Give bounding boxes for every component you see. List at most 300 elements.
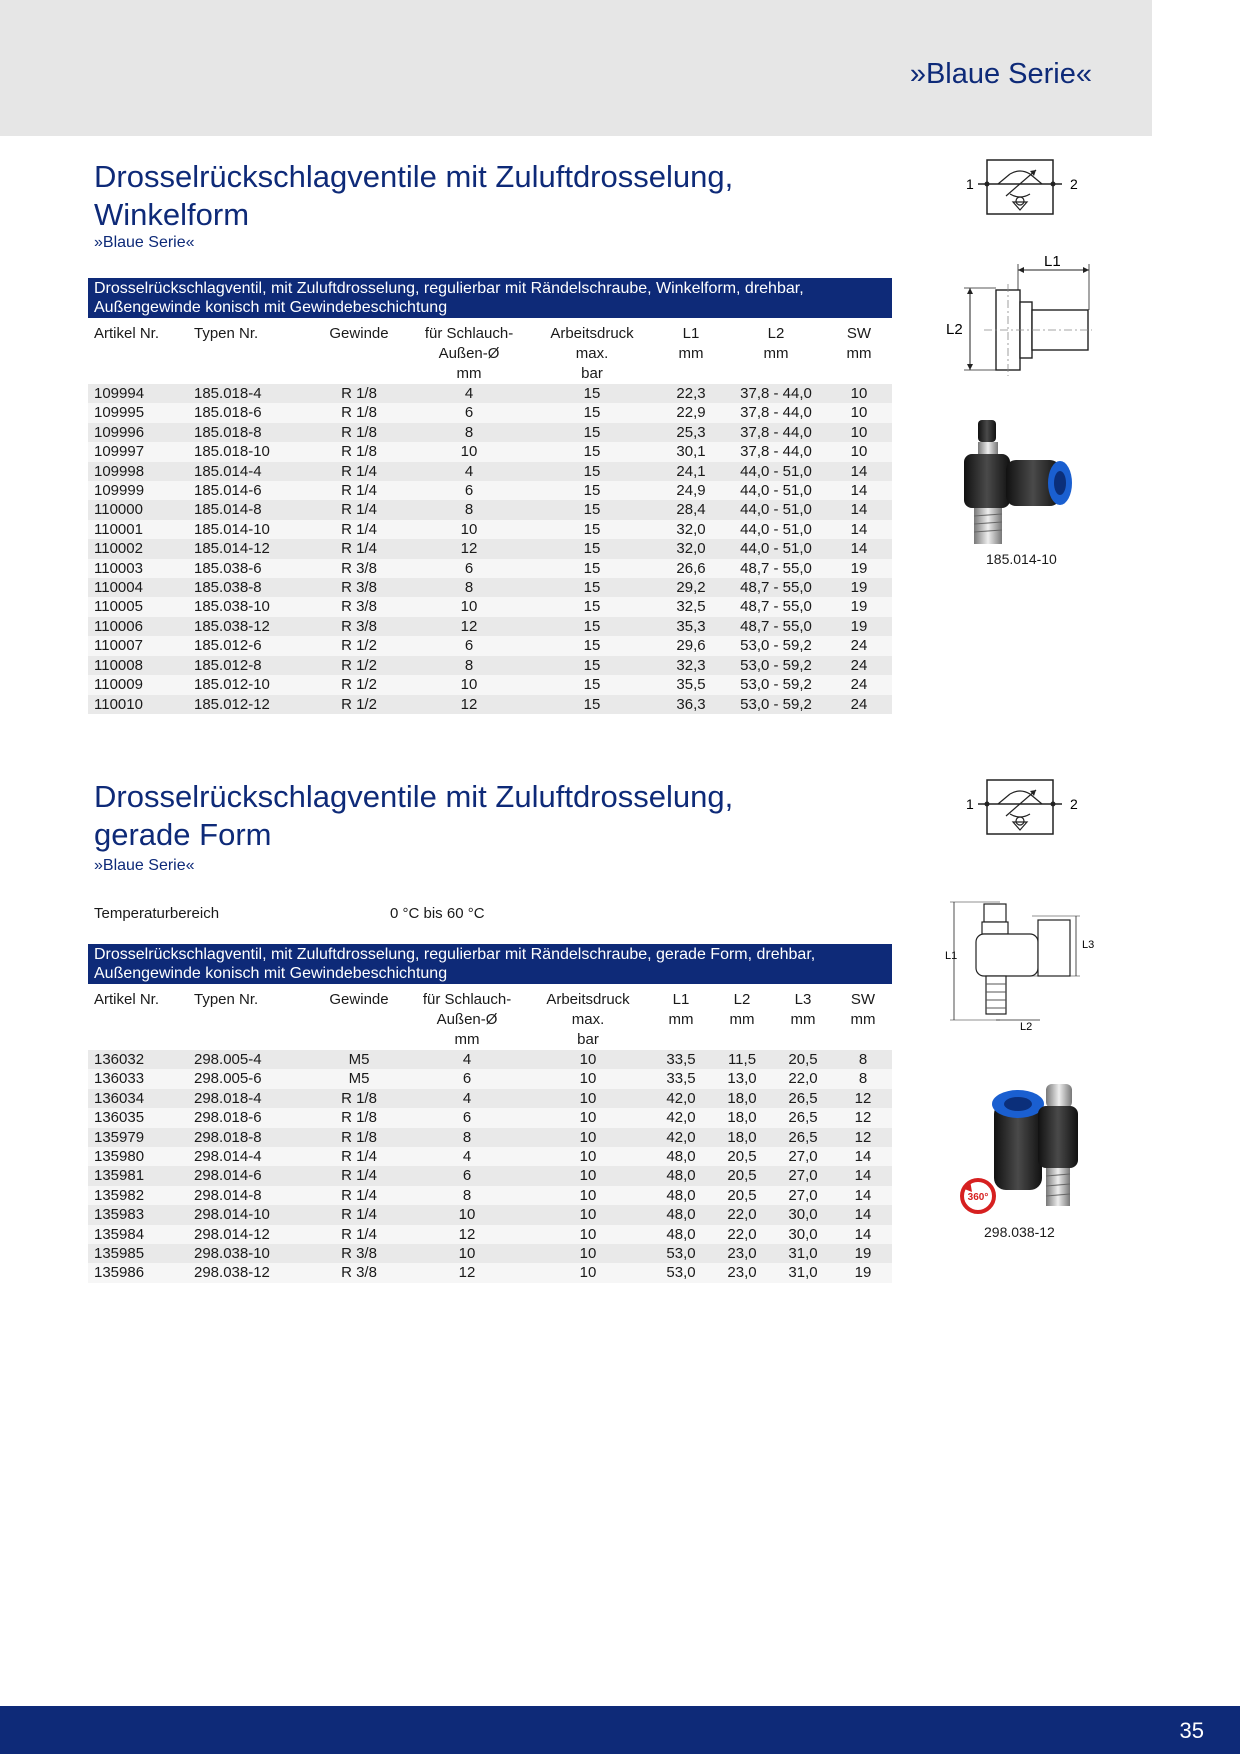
section-2-subtitle: »Blaue Serie« xyxy=(94,857,195,874)
table-cell: 110005 xyxy=(88,597,188,616)
table-cell: 15 xyxy=(528,520,656,539)
rotation-360-badge: 360° xyxy=(967,1192,989,1203)
table-cell: R 1/4 xyxy=(308,481,410,500)
section-1-product-photo xyxy=(956,418,1076,550)
table-cell: 10 xyxy=(526,1225,650,1244)
table-cell: 15 xyxy=(528,559,656,578)
table-cell: 48,7 - 55,0 xyxy=(726,559,826,578)
table-cell: 6 xyxy=(408,1166,526,1185)
table-cell: 15 xyxy=(528,442,656,461)
table-cell: 22,0 xyxy=(712,1225,772,1244)
table-cell: 12 xyxy=(410,617,528,636)
table-cell: 6 xyxy=(410,636,528,655)
table-cell: 14 xyxy=(826,462,892,481)
table-cell: 10 xyxy=(410,442,528,461)
table-cell: 8 xyxy=(410,500,528,519)
column-header-line: für Schlauch- xyxy=(424,325,514,342)
page-number: 35 xyxy=(1179,1718,1204,1743)
table-cell: 135985 xyxy=(88,1244,188,1263)
column-header-line: mm xyxy=(850,1011,876,1028)
section-2-circuit-symbol xyxy=(960,776,1080,844)
table-cell: R 1/2 xyxy=(308,636,410,655)
column-header xyxy=(88,990,188,1050)
table-cell: 8 xyxy=(834,1069,892,1088)
table-cell: 53,0 - 59,2 xyxy=(726,636,826,655)
column-header-line: SW xyxy=(850,991,876,1008)
table-cell: 37,8 - 44,0 xyxy=(726,403,826,422)
table-cell: 14 xyxy=(826,520,892,539)
table-cell: 15 xyxy=(528,636,656,655)
table-cell: 19 xyxy=(834,1263,892,1282)
table-cell: R 1/4 xyxy=(310,1166,408,1185)
table-cell: 110004 xyxy=(88,578,188,597)
section-1-title-line2: Winkelform xyxy=(94,197,250,232)
table-cell: 298.014-4 xyxy=(188,1147,310,1166)
table-cell: 14 xyxy=(826,500,892,519)
column-header xyxy=(88,324,188,384)
table-header-row xyxy=(88,324,892,384)
table-cell: 20,5 xyxy=(712,1147,772,1166)
table-cell: 35,5 xyxy=(656,675,726,694)
table-cell: 6 xyxy=(410,559,528,578)
table-cell: 15 xyxy=(528,578,656,597)
column-header-line: Artikel Nr. xyxy=(94,991,160,1008)
table-cell: 135984 xyxy=(88,1225,188,1244)
section-2-title-line2: gerade Form xyxy=(94,817,272,852)
table-cell: 298.005-6 xyxy=(188,1069,310,1088)
table-cell: 185.012-8 xyxy=(188,656,308,675)
table-cell: 25,3 xyxy=(656,423,726,442)
table-cell: 53,0 xyxy=(650,1263,712,1282)
column-header-line: mm xyxy=(790,1011,816,1028)
table-cell: R 1/2 xyxy=(308,675,410,694)
column-header xyxy=(726,324,826,384)
table-cell: R 3/8 xyxy=(308,559,410,578)
table-cell: 110010 xyxy=(88,695,188,714)
column-header-line: L2 xyxy=(733,991,751,1008)
table-cell: 13,0 xyxy=(712,1069,772,1088)
table-cell: 48,0 xyxy=(650,1205,712,1224)
table-cell: 28,4 xyxy=(656,500,726,519)
section-2-description: Drosselrückschlagventil, mit Zuluftdrosselung, regulierbar mit Rändelschraube, gerade Form, drehbar, Außengewinde konisch mit Gewindebeschichtung xyxy=(88,944,892,984)
table-cell: R 1/4 xyxy=(310,1147,408,1166)
column-header-line: Gewinde xyxy=(329,991,389,1008)
section-2-title xyxy=(94,778,733,854)
table-cell: 26,5 xyxy=(772,1108,834,1127)
table-cell: R 3/8 xyxy=(310,1244,408,1263)
table-cell: 10 xyxy=(826,384,892,403)
table-cell: 12 xyxy=(408,1225,526,1244)
table-row xyxy=(88,578,892,597)
table-cell: 110001 xyxy=(88,520,188,539)
column-header-line: L1 xyxy=(682,325,700,342)
table-cell: 20,5 xyxy=(712,1166,772,1185)
table-cell: 48,7 - 55,0 xyxy=(726,617,826,636)
table-cell: 109995 xyxy=(88,403,188,422)
table-cell: R 3/8 xyxy=(308,578,410,597)
table-cell: 19 xyxy=(826,559,892,578)
temperature-value: 0 °C bis 60 °C xyxy=(390,905,485,922)
table-cell: 8 xyxy=(408,1186,526,1205)
table-cell: 298.014-10 xyxy=(188,1205,310,1224)
table-cell: 26,5 xyxy=(772,1089,834,1108)
table-row xyxy=(88,1205,892,1224)
table-cell: 14 xyxy=(834,1147,892,1166)
column-header-line: bar xyxy=(581,365,603,382)
table-row xyxy=(88,1128,892,1147)
table-cell: 37,8 - 44,0 xyxy=(726,423,826,442)
column-header-line: bar xyxy=(577,1031,599,1048)
table-cell: 10 xyxy=(526,1069,650,1088)
table-cell: R 1/4 xyxy=(310,1205,408,1224)
section-2-table xyxy=(88,990,892,1283)
table-cell: 10 xyxy=(826,423,892,442)
column-header-line: L3 xyxy=(794,991,812,1008)
table-cell: 15 xyxy=(528,656,656,675)
table-cell: 24,1 xyxy=(656,462,726,481)
table-cell: 10 xyxy=(526,1050,650,1069)
table-cell: 32,0 xyxy=(656,520,726,539)
table-cell: 135982 xyxy=(88,1186,188,1205)
table-cell: 24 xyxy=(826,675,892,694)
table-cell: 36,3 xyxy=(656,695,726,714)
table-cell: 15 xyxy=(528,617,656,636)
table-row xyxy=(88,462,892,481)
table-cell: 48,0 xyxy=(650,1225,712,1244)
table-cell: 48,0 xyxy=(650,1166,712,1185)
column-header-line: mm xyxy=(763,345,789,362)
table-cell: R 1/8 xyxy=(308,442,410,461)
table-cell: 185.038-10 xyxy=(188,597,308,616)
table-row xyxy=(88,559,892,578)
dim-l1-label: L1 xyxy=(945,950,958,962)
table-cell: 135983 xyxy=(88,1205,188,1224)
table-cell: 20,5 xyxy=(772,1050,834,1069)
table-cell: 109999 xyxy=(88,481,188,500)
dim-l2-label: L2 xyxy=(1020,1021,1033,1033)
table-cell: 6 xyxy=(408,1069,526,1088)
table-cell: 185.018-6 xyxy=(188,403,308,422)
table-cell: 12 xyxy=(410,695,528,714)
table-cell: 20,5 xyxy=(712,1186,772,1205)
table-cell: 4 xyxy=(408,1050,526,1069)
table-cell: 185.014-10 xyxy=(188,520,308,539)
table-cell: 298.018-8 xyxy=(188,1128,310,1147)
table-cell: 15 xyxy=(528,675,656,694)
section-1-title-line1: Drosselrückschlagventile mit Zuluftdrosselung, xyxy=(94,159,734,194)
table-cell: 48,7 - 55,0 xyxy=(726,578,826,597)
column-header-line: für Schlauch- xyxy=(422,991,512,1008)
table-cell: 6 xyxy=(410,481,528,500)
table-cell: 14 xyxy=(834,1225,892,1244)
table-cell: 109998 xyxy=(88,462,188,481)
table-cell: 12 xyxy=(408,1263,526,1282)
table-cell: 14 xyxy=(834,1205,892,1224)
table-cell: 10 xyxy=(410,597,528,616)
table-cell: 298.005-4 xyxy=(188,1050,310,1069)
table-cell: 10 xyxy=(826,403,892,422)
table-cell: R 1/8 xyxy=(310,1089,408,1108)
table-cell: 42,0 xyxy=(650,1128,712,1147)
table-cell: 136034 xyxy=(88,1089,188,1108)
table-cell: 30,0 xyxy=(772,1205,834,1224)
column-header xyxy=(712,990,772,1050)
table-cell: 11,5 xyxy=(712,1050,772,1069)
table-cell: 27,0 xyxy=(772,1147,834,1166)
table-cell: 10 xyxy=(526,1186,650,1205)
table-cell: 136033 xyxy=(88,1069,188,1088)
table-cell: 15 xyxy=(528,403,656,422)
table-cell: 10 xyxy=(408,1205,526,1224)
table-cell: R 1/4 xyxy=(310,1186,408,1205)
table-cell: 12 xyxy=(834,1089,892,1108)
table-cell: 22,9 xyxy=(656,403,726,422)
table-cell: 6 xyxy=(408,1108,526,1127)
table-cell: 8 xyxy=(410,423,528,442)
table-cell: 14 xyxy=(826,481,892,500)
table-header-row xyxy=(88,990,892,1050)
table-cell: 135980 xyxy=(88,1147,188,1166)
table-cell: 10 xyxy=(526,1089,650,1108)
table-cell: 185.014-6 xyxy=(188,481,308,500)
table-cell: 14 xyxy=(834,1186,892,1205)
table-row xyxy=(88,481,892,500)
dim-l3-label: L3 xyxy=(1082,939,1095,951)
section-1-photo-caption: 185.014-10 xyxy=(986,551,1057,567)
table-cell: 44,0 - 51,0 xyxy=(726,539,826,558)
table-cell: 15 xyxy=(528,597,656,616)
table-cell: 42,0 xyxy=(650,1108,712,1127)
table-cell: 26,6 xyxy=(656,559,726,578)
table-cell: 135981 xyxy=(88,1166,188,1185)
table-cell: 37,8 - 44,0 xyxy=(726,442,826,461)
table-cell: 110002 xyxy=(88,539,188,558)
table-cell: 4 xyxy=(410,462,528,481)
table-cell: 27,0 xyxy=(772,1186,834,1205)
table-cell: 37,8 - 44,0 xyxy=(726,384,826,403)
column-header-line: mm xyxy=(454,1031,480,1048)
column-header xyxy=(188,990,310,1050)
column-header-line: L2 xyxy=(767,325,785,342)
section-2-photo-caption: 298.038-12 xyxy=(984,1224,1055,1240)
table-cell: 19 xyxy=(834,1244,892,1263)
table-cell: 10 xyxy=(526,1108,650,1127)
table-cell: 10 xyxy=(526,1205,650,1224)
table-row xyxy=(88,1108,892,1127)
column-header-line: mm xyxy=(846,345,872,362)
footer-band xyxy=(0,1706,1240,1754)
table-row xyxy=(88,423,892,442)
table-cell: 24 xyxy=(826,656,892,675)
table-cell: 15 xyxy=(528,500,656,519)
table-cell: 4 xyxy=(408,1089,526,1108)
dim-l1-label: L1 xyxy=(1044,253,1061,270)
table-cell: 185.018-4 xyxy=(188,384,308,403)
table-cell: 136035 xyxy=(88,1108,188,1127)
column-header-line: Artikel Nr. xyxy=(94,325,160,342)
table-row xyxy=(88,1069,892,1088)
table-cell: 185.014-4 xyxy=(188,462,308,481)
table-cell: 8 xyxy=(834,1050,892,1069)
table-cell: 32,3 xyxy=(656,656,726,675)
table-row xyxy=(88,1147,892,1166)
table-cell: 29,6 xyxy=(656,636,726,655)
table-row xyxy=(88,384,892,403)
table-row xyxy=(88,403,892,422)
column-header-line: max. xyxy=(571,1011,605,1028)
table-cell: 185.012-10 xyxy=(188,675,308,694)
table-cell: 14 xyxy=(834,1166,892,1185)
table-cell: 23,0 xyxy=(712,1263,772,1282)
section-1-dimension-drawing xyxy=(944,250,1094,380)
table-cell: 24 xyxy=(826,636,892,655)
table-cell: 44,0 - 51,0 xyxy=(726,500,826,519)
column-header-line: mm xyxy=(678,345,704,362)
column-header-line: Arbeitsdruck xyxy=(546,991,630,1008)
table-cell: 185.012-12 xyxy=(188,695,308,714)
table-cell: 10 xyxy=(410,520,528,539)
table-cell: 15 xyxy=(528,539,656,558)
section-1-circuit-symbol xyxy=(960,156,1080,224)
table-cell: 10 xyxy=(526,1147,650,1166)
column-header-line: Außen-Ø xyxy=(436,1011,498,1028)
table-cell: 15 xyxy=(528,384,656,403)
table-row xyxy=(88,539,892,558)
column-header-line: max. xyxy=(575,345,609,362)
table-cell: 4 xyxy=(408,1147,526,1166)
table-row xyxy=(88,1225,892,1244)
table-cell: 48,7 - 55,0 xyxy=(726,597,826,616)
table-cell: 4 xyxy=(410,384,528,403)
table-cell: 185.038-12 xyxy=(188,617,308,636)
column-header xyxy=(650,990,712,1050)
table-cell: 8 xyxy=(410,578,528,597)
table-cell: R 1/4 xyxy=(308,539,410,558)
table-cell: R 1/8 xyxy=(310,1108,408,1127)
table-cell: R 1/2 xyxy=(308,656,410,675)
section-2-dimension-drawing xyxy=(940,896,1100,1036)
table-row xyxy=(88,675,892,694)
table-cell: M5 xyxy=(310,1050,408,1069)
section-1-subtitle: »Blaue Serie« xyxy=(94,234,195,251)
table-cell: 110003 xyxy=(88,559,188,578)
table-cell: R 3/8 xyxy=(310,1263,408,1282)
table-cell: 53,0 - 59,2 xyxy=(726,695,826,714)
table-cell: 109994 xyxy=(88,384,188,403)
table-row xyxy=(88,597,892,616)
table-cell: R 1/4 xyxy=(310,1225,408,1244)
table-cell: 18,0 xyxy=(712,1108,772,1127)
series-heading: »Blaue Serie« xyxy=(909,58,1092,90)
table-cell: 14 xyxy=(826,539,892,558)
table-cell: 53,0 - 59,2 xyxy=(726,675,826,694)
column-header xyxy=(408,990,526,1050)
table-cell: 30,0 xyxy=(772,1225,834,1244)
column-header xyxy=(656,324,726,384)
table-row xyxy=(88,656,892,675)
table-row xyxy=(88,695,892,714)
table-cell: 185.014-12 xyxy=(188,539,308,558)
column-header xyxy=(826,324,892,384)
table-cell: 48,0 xyxy=(650,1186,712,1205)
table-cell: 27,0 xyxy=(772,1166,834,1185)
table-cell: 44,0 - 51,0 xyxy=(726,481,826,500)
table-cell: 22,3 xyxy=(656,384,726,403)
table-row xyxy=(88,500,892,519)
table-row xyxy=(88,1166,892,1185)
table-row xyxy=(88,442,892,461)
table-cell: 110000 xyxy=(88,500,188,519)
section-1-title xyxy=(94,158,733,234)
table-row xyxy=(88,1244,892,1263)
table-cell: 110007 xyxy=(88,636,188,655)
section-1-table xyxy=(88,324,892,714)
table-cell: 298.014-6 xyxy=(188,1166,310,1185)
table-cell: 19 xyxy=(826,597,892,616)
table-row xyxy=(88,1186,892,1205)
table-cell: 30,1 xyxy=(656,442,726,461)
table-row xyxy=(88,1050,892,1069)
column-header-line: Gewinde xyxy=(329,325,389,342)
column-header-line: mm xyxy=(729,1011,755,1028)
table-cell: 12 xyxy=(410,539,528,558)
symbol-port-2: 2 xyxy=(1070,176,1078,192)
table-cell: 185.014-8 xyxy=(188,500,308,519)
table-cell: 44,0 - 51,0 xyxy=(726,462,826,481)
table-cell: 135986 xyxy=(88,1263,188,1282)
table-cell: 10 xyxy=(410,675,528,694)
column-header xyxy=(310,990,408,1050)
table-cell: 31,0 xyxy=(772,1263,834,1282)
column-header xyxy=(188,324,308,384)
table-row xyxy=(88,520,892,539)
table-cell: 24,9 xyxy=(656,481,726,500)
table-cell: 18,0 xyxy=(712,1128,772,1147)
table-cell: 42,0 xyxy=(650,1089,712,1108)
table-row xyxy=(88,617,892,636)
table-cell: 135979 xyxy=(88,1128,188,1147)
column-header-line: L1 xyxy=(672,991,690,1008)
table-cell: 15 xyxy=(528,695,656,714)
symbol-port-1: 1 xyxy=(966,796,974,812)
table-cell: 185.018-10 xyxy=(188,442,308,461)
table-cell: M5 xyxy=(310,1069,408,1088)
table-cell: 10 xyxy=(526,1166,650,1185)
table-cell: 10 xyxy=(526,1263,650,1282)
table-cell: 298.014-12 xyxy=(188,1225,310,1244)
table-cell: 6 xyxy=(410,403,528,422)
table-cell: 44,0 - 51,0 xyxy=(726,520,826,539)
column-header xyxy=(772,990,834,1050)
table-cell: 12 xyxy=(834,1108,892,1127)
table-cell: 35,3 xyxy=(656,617,726,636)
column-header xyxy=(834,990,892,1050)
table-cell: 10 xyxy=(526,1128,650,1147)
table-cell: R 1/4 xyxy=(308,500,410,519)
table-cell: 110009 xyxy=(88,675,188,694)
table-cell: 8 xyxy=(410,656,528,675)
table-cell: 298.018-4 xyxy=(188,1089,310,1108)
symbol-port-2: 2 xyxy=(1070,796,1078,812)
table-cell: 298.038-12 xyxy=(188,1263,310,1282)
table-cell: 19 xyxy=(826,578,892,597)
column-header xyxy=(308,324,410,384)
table-cell: 22,0 xyxy=(712,1205,772,1224)
column-header-line: SW xyxy=(846,325,872,342)
table-cell: 110006 xyxy=(88,617,188,636)
table-cell: 15 xyxy=(528,481,656,500)
table-cell: R 1/8 xyxy=(310,1128,408,1147)
